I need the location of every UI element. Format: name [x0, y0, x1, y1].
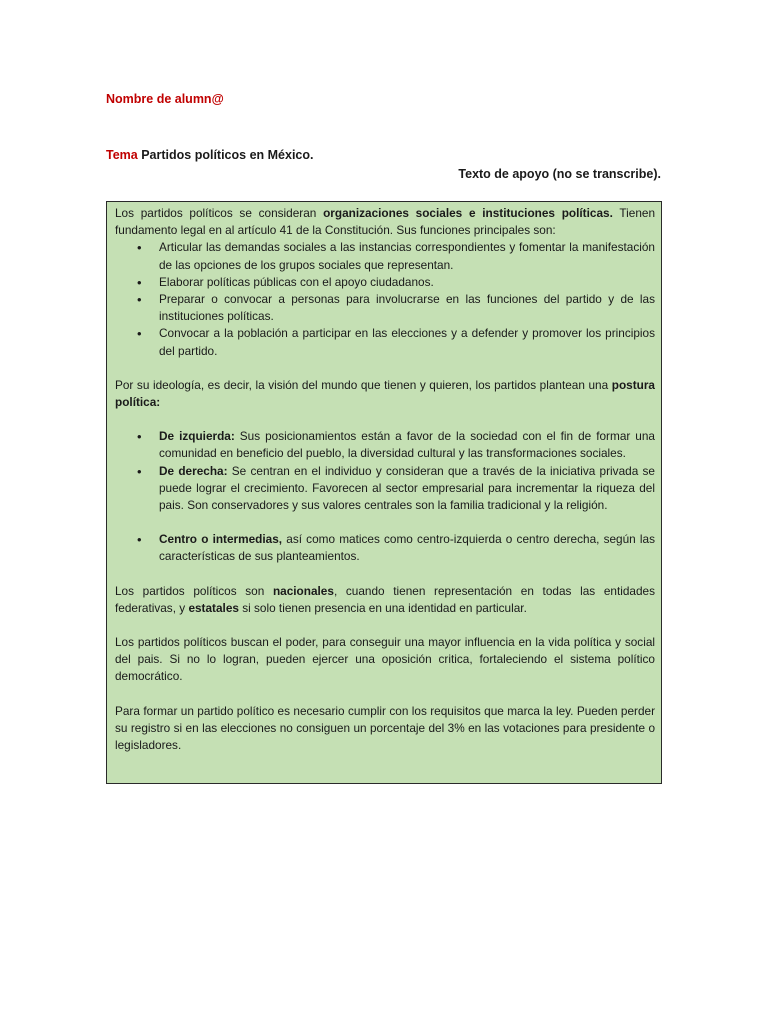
list-item: • Articular las demandas sociales a las instancias correspondientes y fomentar la manifestación de las opciones de los grupos sociales que representan. [159, 239, 655, 273]
ideology-text: Por su ideología, es decir, la visión del mundo que tienen y quieren, los partidos plantean una [115, 377, 612, 392]
position-term: Centro o intermedias, [159, 532, 283, 547]
list-item: • Elaborar políticas públicas con el apoyo ciudadanos. [159, 274, 655, 291]
position-term: De izquierda: [159, 429, 235, 444]
spacer [115, 360, 655, 377]
spacer [115, 617, 655, 634]
ideology-paragraph [115, 377, 655, 411]
topic-title: Partidos políticos en México. [141, 148, 314, 162]
spacer [115, 411, 655, 428]
scope-text-start: Los partidos políticos son [115, 583, 273, 598]
position-text: Sus posicionamientos están a favor de la sociedad con el fin de formar una comunidad en beneficio del pueblo, la diversidad cultural y las transformaciones sociales. [159, 429, 655, 461]
topic-label: Tema [106, 148, 138, 162]
list-item [159, 531, 655, 565]
support-text-box [106, 201, 662, 784]
registration-paragraph: Para formar un partido político es necesario cumplir con los requisitos que marca la ley. Pueden perder su registro si en las elecciones no consiguen un porcentaje del 3% en las votaciones para presidente o legisladores. [115, 703, 655, 753]
position-term: De derecha: [159, 463, 228, 478]
list-item: • Convocar a la población a participar en las elecciones y a defender y promover los principios del partido. [159, 325, 655, 359]
intro-text-start: Los partidos políticos se consideran [115, 206, 324, 220]
student-name-label: Nombre de alumn@ [106, 92, 224, 106]
functions-list [115, 239, 655, 359]
center-list [115, 531, 655, 565]
scope-state: estatales [188, 600, 239, 615]
list-item [159, 463, 655, 515]
scope-paragraph [115, 583, 655, 617]
list-item [159, 428, 655, 462]
scope-text-mid: , cuando tienen representación en todas las entidades federativas, y [115, 583, 655, 615]
intro-text-end: Tienen fundamento legal en al artículo 41 de la Constitución. Sus funciones principales son: [115, 206, 656, 238]
spacer [115, 686, 655, 703]
scope-text-end: si solo tienen presencia en una identidad en particular. [238, 600, 527, 615]
spacer [115, 566, 655, 583]
intro-paragraph [115, 205, 655, 239]
intro-emphasis: organizaciones sociales e instituciones políticas. [323, 206, 613, 220]
spacer [115, 514, 655, 531]
list-item: • Preparar o convocar a personas para involucrarse en las funciones del partido y de las instituciones políticas. [159, 291, 655, 325]
scope-national: nacionales [272, 583, 334, 598]
ideology-emphasis: postura política: [115, 377, 655, 410]
topic-line [106, 148, 313, 162]
position-text: así como matices como centro-izquierda o centro derecha, según las características de sus planteamientos. [159, 532, 655, 564]
position-text: Se centran en el individuo y consideran que a través de la iniciativa privada se puede lograr el crecimiento. Favorecen al sector empresarial para incrementar la riqueza del pais. Son conservadores y sus valores centrales son la familia tradicional y la religión. [159, 463, 655, 513]
positions-list [115, 428, 655, 514]
support-note: Texto de apoyo (no se transcribe). [458, 167, 661, 181]
power-paragraph: Los partidos políticos buscan el poder, para conseguir una mayor influencia en la vida política y social del pais. Si no lo logran, pueden ejercer una oposición critica, fortaleciendo el sistema político democrático. [115, 635, 655, 684]
